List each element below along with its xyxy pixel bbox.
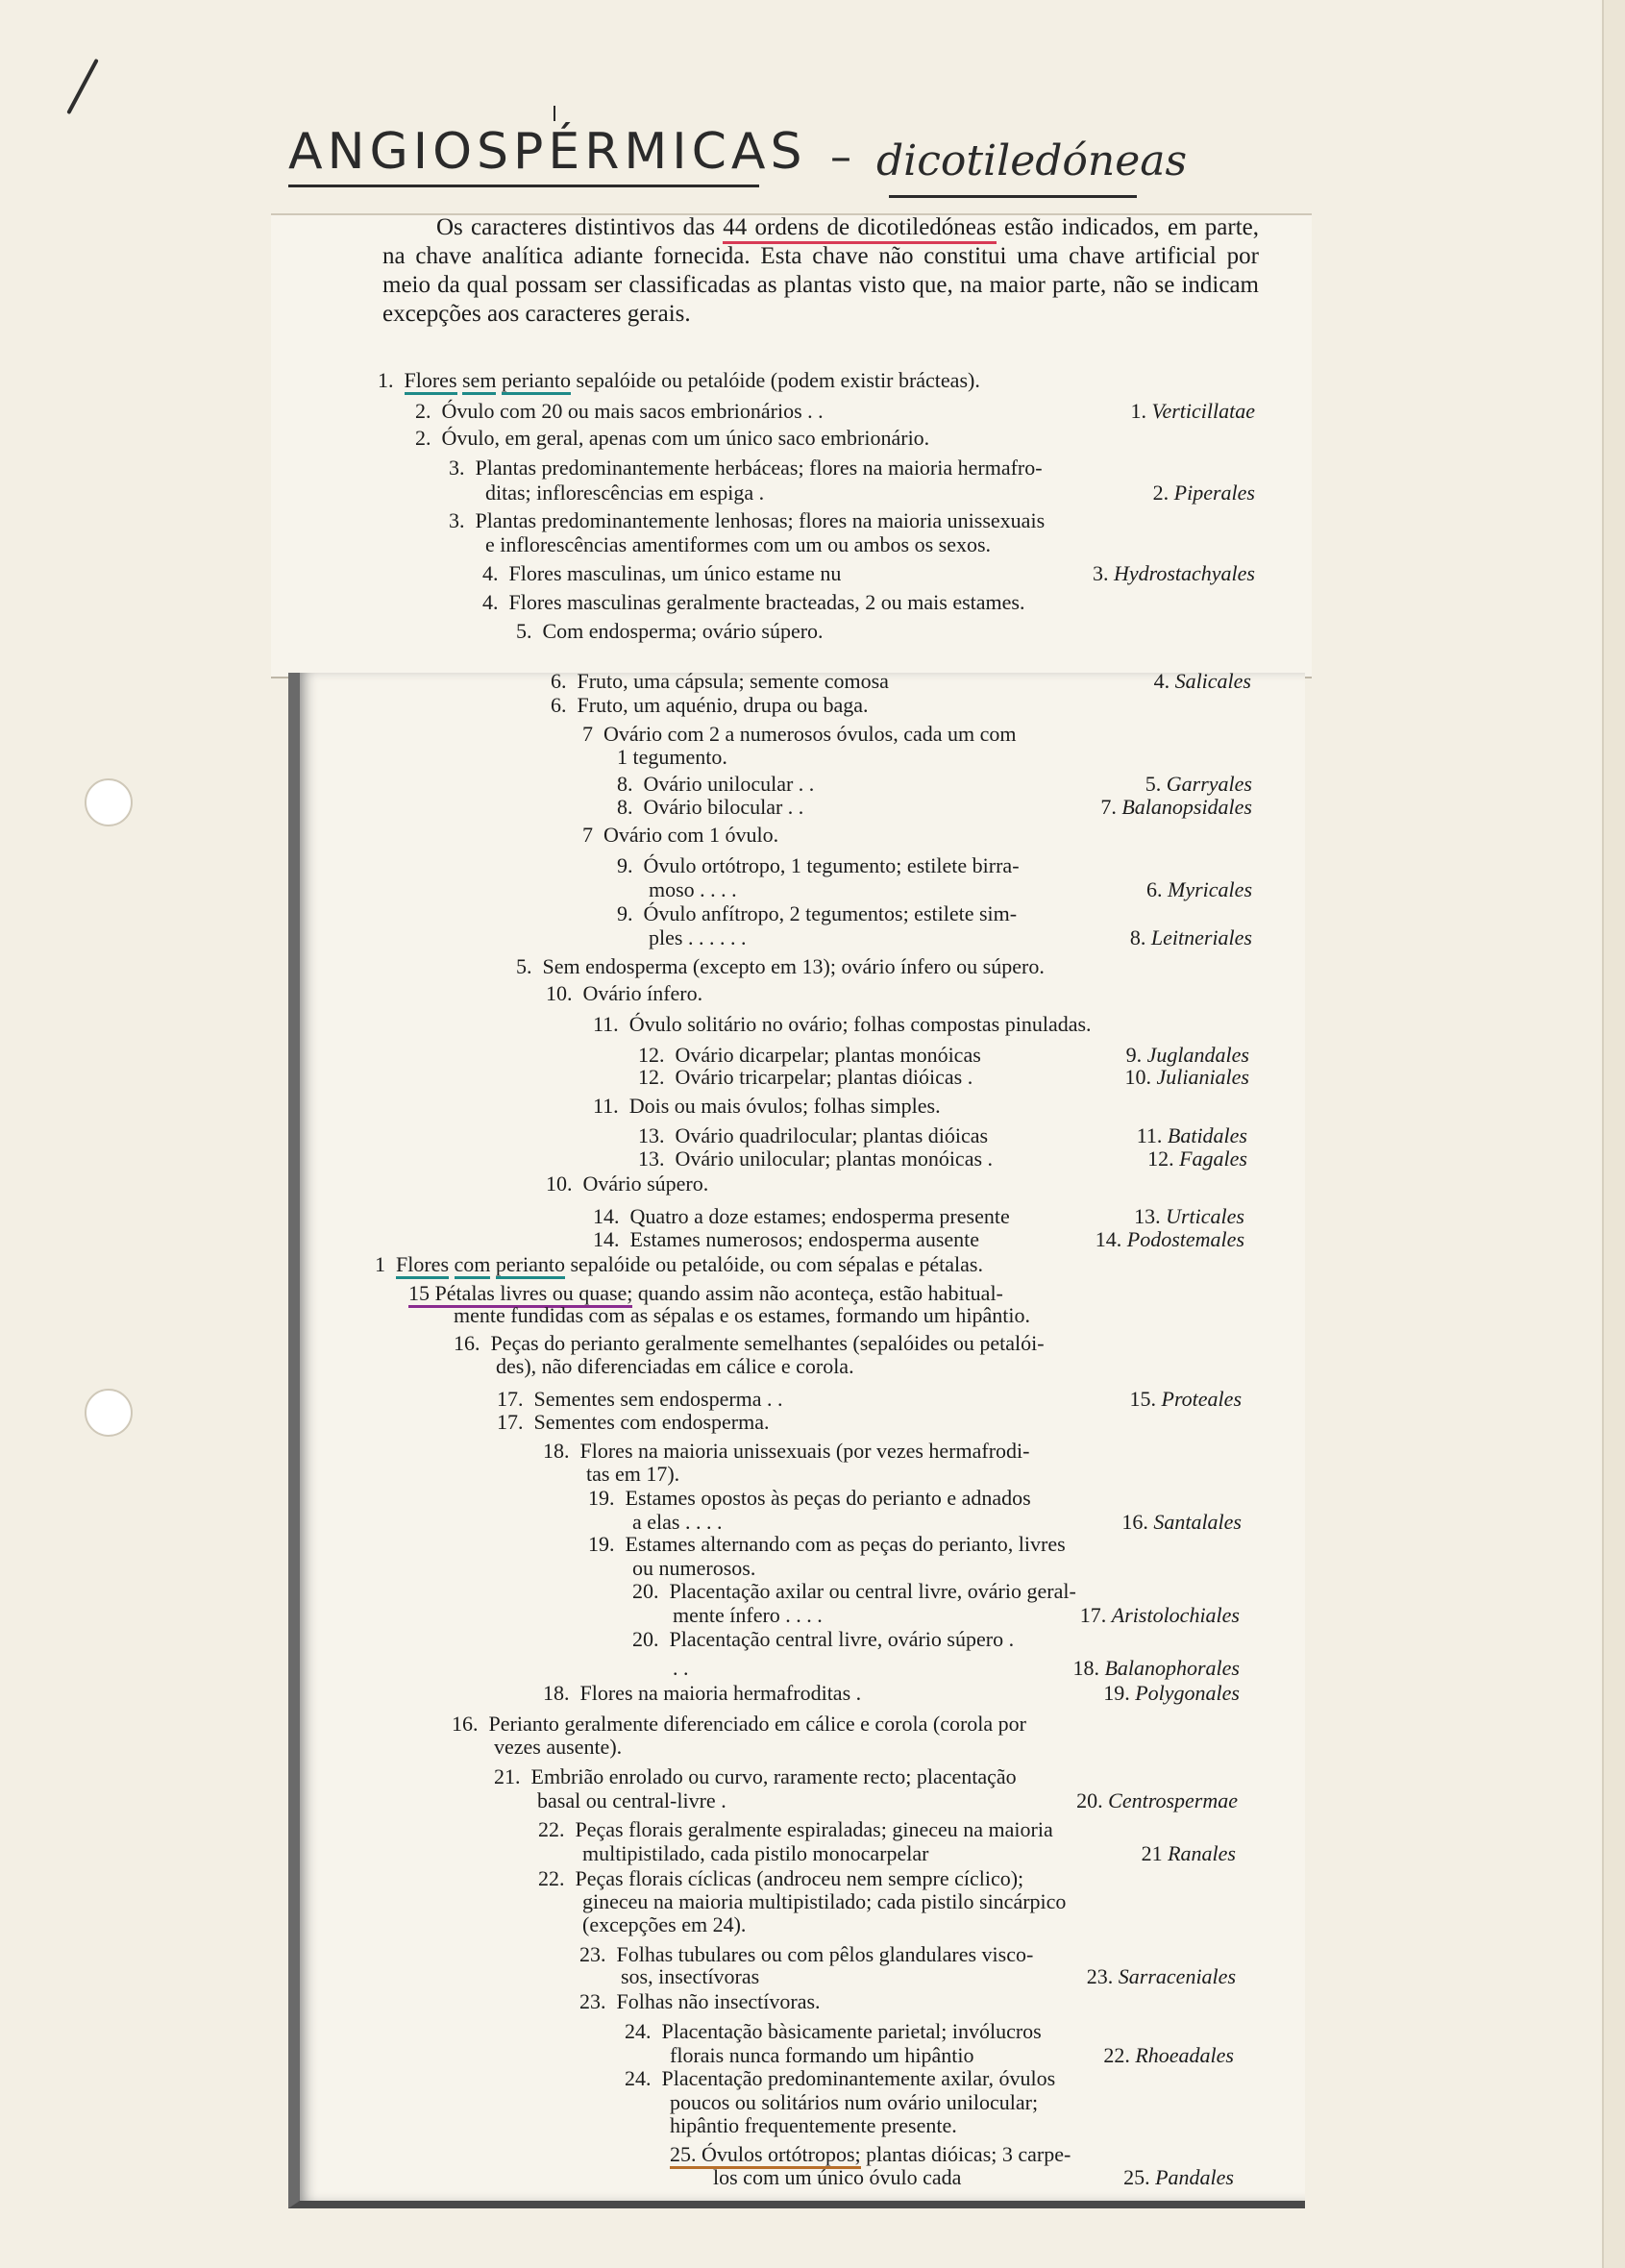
order-name bbox=[1096, 1228, 1244, 1251]
key-number: 5. bbox=[516, 619, 543, 643]
order-label: Salicales bbox=[1174, 669, 1251, 693]
order-label: Rhoeadales bbox=[1135, 2043, 1234, 2067]
order-number: 7. bbox=[1100, 795, 1122, 819]
order-name bbox=[1137, 1124, 1247, 1147]
key-text: Óvulo com 20 ou mais sacos embrionários . . bbox=[441, 399, 824, 423]
key-number: 11. bbox=[593, 1012, 629, 1036]
key-text: Óvulo, em geral, apenas com um único saco embrionário. bbox=[441, 426, 930, 450]
key-line bbox=[551, 694, 869, 717]
key-text: los com um único óvulo cada bbox=[713, 2165, 962, 2189]
key-text: Ovário unilocular . . bbox=[643, 772, 815, 796]
key-number: 13. bbox=[638, 1146, 676, 1171]
key-text: Estames numerosos; endosperma ausente bbox=[629, 1227, 980, 1251]
key-number: 1. bbox=[378, 368, 405, 392]
key-text: Peças florais cíclicas (androceu nem sempre cíclico); bbox=[575, 1866, 1024, 1890]
key-number: 17. bbox=[497, 1410, 534, 1434]
order-number: 12. bbox=[1147, 1146, 1180, 1171]
order-label: Balanopsidales bbox=[1121, 795, 1252, 819]
key-number: 16. bbox=[452, 1712, 489, 1736]
order-number: 3. bbox=[1092, 561, 1114, 585]
handwritten-dash: – bbox=[830, 133, 851, 182]
key-text: moso . . . . bbox=[649, 877, 737, 901]
key-number: 10. bbox=[546, 981, 583, 1005]
key-line bbox=[482, 562, 841, 585]
key-number: 6. bbox=[551, 669, 578, 693]
key-line bbox=[617, 746, 727, 769]
accent-mark bbox=[554, 106, 555, 121]
key-text: Embrião enrolado ou curvo, raramente recto; placentação bbox=[530, 1764, 1017, 1788]
order-number: 8. bbox=[1129, 925, 1151, 949]
key-number: 23. bbox=[579, 1942, 617, 1966]
key-text: Plantas predominantemente lenhosas; flores na maioria unissexuais bbox=[475, 508, 1046, 532]
key-line bbox=[538, 1867, 1023, 1890]
key-number: 22. bbox=[538, 1817, 576, 1841]
order-label: Podostemales bbox=[1126, 1227, 1244, 1251]
order-label: Julianiales bbox=[1156, 1065, 1249, 1089]
key-line bbox=[713, 2166, 961, 2189]
key-number: 10. bbox=[546, 1171, 583, 1196]
key-text: . . bbox=[673, 1656, 689, 1680]
key-line bbox=[582, 723, 1017, 746]
key-text: quando assim não aconteça, estão habitual- bbox=[632, 1281, 1003, 1305]
order-label: Proteales bbox=[1161, 1387, 1242, 1411]
key-text: Folhas não insectívoras. bbox=[616, 1989, 821, 2013]
key-text: Folhas tubulares ou com pêlos glandulares visco- bbox=[616, 1942, 1034, 1966]
page-edge bbox=[1602, 0, 1625, 2268]
key-line bbox=[638, 1066, 973, 1089]
key-number: 24. bbox=[625, 2019, 662, 2043]
title-underline bbox=[288, 185, 759, 187]
order-label: Balanophorales bbox=[1104, 1656, 1240, 1680]
order-name bbox=[1130, 400, 1255, 423]
order-name bbox=[1147, 1147, 1247, 1171]
key-text: basal ou central-livre . bbox=[537, 1788, 726, 1812]
key-number: 9. bbox=[617, 853, 644, 877]
order-label: Urticales bbox=[1166, 1204, 1244, 1228]
order-number: 10. bbox=[1124, 1065, 1157, 1089]
key-text: Sem endosperma (excepto em 13); ovário ínfero ou súpero. bbox=[542, 954, 1045, 978]
key-line bbox=[670, 2044, 973, 2067]
key-line bbox=[579, 1990, 821, 2013]
key-line bbox=[625, 2067, 1055, 2090]
key-line bbox=[649, 878, 737, 901]
order-number: 15. bbox=[1129, 1387, 1162, 1411]
key-text: Peças florais geralmente espiraladas; gineceu na maioria bbox=[575, 1817, 1053, 1841]
key-text: ples . . . . . . bbox=[649, 925, 747, 949]
highlighted-text: perianto bbox=[502, 368, 571, 395]
binder-hole-top bbox=[85, 778, 133, 826]
key-text: Óvulo anfítropo, 2 tegumentos; estilete sim- bbox=[643, 901, 1018, 925]
key-number: 14. bbox=[593, 1204, 630, 1228]
key-text: Ovário quadrilocular; plantas dióicas bbox=[675, 1123, 989, 1147]
order-number: 18. bbox=[1072, 1656, 1105, 1680]
order-label: Aristolochiales bbox=[1111, 1603, 1240, 1627]
key-line bbox=[582, 1913, 746, 1936]
order-label: Myricales bbox=[1168, 877, 1252, 901]
highlighted-text: Flores bbox=[396, 1252, 449, 1279]
key-line bbox=[670, 2091, 1038, 2114]
order-label: Sarraceniales bbox=[1118, 1964, 1236, 1988]
key-text: sepalóide ou petalóide (podem existir brácteas). bbox=[571, 368, 980, 392]
key-number: 22. bbox=[538, 1866, 576, 1890]
key-number: 4. bbox=[482, 561, 509, 585]
order-number: 9. bbox=[1125, 1043, 1147, 1067]
key-text: 1 tegumento. bbox=[617, 745, 727, 769]
key-text: tas em 17). bbox=[586, 1462, 680, 1486]
key-text: Estames opostos às peças do perianto e adnados bbox=[625, 1486, 1031, 1510]
key-number: 18. bbox=[543, 1439, 580, 1463]
key-line bbox=[617, 854, 1020, 877]
key-line bbox=[625, 2020, 1042, 2043]
key-line bbox=[593, 1228, 979, 1251]
key-text: gineceu na maioria multipistilado; cada pistilo sincárpico bbox=[582, 1889, 1067, 1913]
key-text: Fruto, uma cápsula; semente comosa bbox=[577, 669, 889, 693]
key-line bbox=[588, 1487, 1031, 1510]
order-name bbox=[1123, 2166, 1234, 2189]
key-line bbox=[586, 1463, 679, 1486]
key-line bbox=[670, 2143, 1071, 2166]
order-name bbox=[1080, 1604, 1240, 1627]
order-number: 17. bbox=[1079, 1603, 1112, 1627]
key-number: 19. bbox=[588, 1486, 626, 1510]
key-text: Fruto, um aquénio, drupa ou baga. bbox=[577, 693, 869, 717]
key-line bbox=[579, 1943, 1033, 1966]
key-line bbox=[546, 982, 702, 1005]
order-name bbox=[1087, 1965, 1236, 1988]
key-number: 12. bbox=[638, 1065, 676, 1089]
key-line bbox=[485, 481, 764, 505]
key-line bbox=[632, 1557, 755, 1580]
key-number: 8. bbox=[617, 795, 644, 819]
key-line bbox=[546, 1172, 708, 1196]
key-line bbox=[375, 1253, 983, 1276]
key-line bbox=[670, 2114, 957, 2137]
key-number: 23. bbox=[579, 1989, 617, 2013]
key-number: 14. bbox=[593, 1227, 630, 1251]
key-number: 1 bbox=[375, 1252, 396, 1276]
key-line bbox=[593, 1095, 941, 1118]
key-number: 18. bbox=[543, 1681, 580, 1705]
key-text: Ovário com 2 a numerosos óvulos, cada um com bbox=[603, 722, 1017, 746]
key-text: des), não diferenciadas em cálice e corola. bbox=[496, 1354, 854, 1378]
key-text: ditas; inflorescências em espiga . bbox=[485, 481, 765, 505]
key-text: mente ínfero . . . . bbox=[673, 1603, 823, 1627]
order-name bbox=[1153, 481, 1255, 505]
key-line bbox=[415, 400, 824, 423]
key-line bbox=[494, 1736, 622, 1759]
key-text: plantas dióicas; 3 carpe- bbox=[860, 2142, 1071, 2166]
key-line bbox=[593, 1205, 1010, 1228]
intro-pre: Os caracteres distintivos das bbox=[436, 214, 724, 240]
key-text: Ovário unilocular; plantas monóicas . bbox=[675, 1146, 994, 1171]
handwritten-subtitle: dicotiledóneas bbox=[876, 136, 1188, 185]
key-line bbox=[649, 926, 746, 949]
key-number: 3. bbox=[449, 456, 476, 480]
order-name bbox=[1121, 1511, 1242, 1534]
key-text: Placentação axilar ou central livre, ovário geral- bbox=[669, 1579, 1076, 1603]
order-number: 13. bbox=[1134, 1204, 1167, 1228]
key-number: 12. bbox=[638, 1043, 676, 1067]
key-text: Dois ou mais óvulos; folhas simples. bbox=[628, 1094, 941, 1118]
key-text: Flores na maioria hermafroditas . bbox=[579, 1681, 862, 1705]
key-line bbox=[415, 427, 929, 450]
order-name bbox=[1130, 1388, 1243, 1411]
key-line bbox=[449, 509, 1045, 532]
key-text: sepalóide ou petalóide, ou com sépalas e pétalas. bbox=[564, 1252, 983, 1276]
key-line bbox=[543, 1682, 861, 1705]
key-line bbox=[494, 1765, 1017, 1788]
key-line bbox=[485, 533, 991, 556]
intro-paragraph bbox=[382, 213, 1259, 329]
order-label: Juglandales bbox=[1146, 1043, 1249, 1067]
key-text: mente fundidas com as sépalas e os estames, formando um hipântio. bbox=[454, 1303, 1030, 1327]
key-line bbox=[378, 369, 980, 392]
intro-highlight: 44 ordens de dicotiledóneas bbox=[723, 214, 996, 244]
order-name bbox=[1145, 773, 1252, 796]
order-name bbox=[1072, 1657, 1240, 1680]
key-line bbox=[632, 1580, 1076, 1603]
key-text: vezes ausente). bbox=[494, 1735, 623, 1759]
key-line bbox=[497, 1411, 770, 1434]
key-text: florais nunca formando um hipântio bbox=[670, 2043, 974, 2067]
order-number: 23. bbox=[1086, 1964, 1119, 1988]
order-label: Pandales bbox=[1155, 2165, 1234, 2189]
order-label: Polygonales bbox=[1135, 1681, 1240, 1705]
order-number: 1. bbox=[1130, 399, 1152, 423]
key-text: a elas . . . . bbox=[632, 1510, 723, 1534]
subtitle-underline bbox=[889, 195, 1137, 198]
key-number: 7 bbox=[582, 722, 603, 746]
key-line bbox=[537, 1789, 726, 1812]
key-line bbox=[638, 1124, 988, 1147]
order-name bbox=[1126, 1044, 1249, 1067]
key-line bbox=[497, 1388, 783, 1411]
order-label: Garryales bbox=[1166, 772, 1252, 796]
key-text: Ovário dicarpelar; plantas monóicas bbox=[675, 1043, 981, 1067]
order-label: Santalales bbox=[1153, 1510, 1242, 1534]
key-text: Placentação predominantemente axilar, óvulos bbox=[661, 2066, 1056, 2090]
key-text: (excepções em 24). bbox=[582, 1912, 747, 1936]
order-name bbox=[1093, 562, 1255, 585]
key-number: 3. bbox=[449, 508, 476, 532]
order-number: 14. bbox=[1095, 1227, 1127, 1251]
highlighted-text: perianto bbox=[496, 1252, 565, 1279]
key-number: 6. bbox=[551, 693, 578, 717]
key-text: Placentação central livre, ovário súpero . bbox=[669, 1627, 1015, 1651]
key-line bbox=[621, 1965, 759, 1988]
key-line bbox=[496, 1355, 854, 1378]
key-line bbox=[452, 1713, 1026, 1736]
key-line bbox=[582, 824, 778, 847]
key-line bbox=[638, 1044, 981, 1067]
key-line bbox=[454, 1304, 1030, 1327]
key-text: Flores na maioria unissexuais (por vezes hermafrodi- bbox=[579, 1439, 1030, 1463]
key-line bbox=[673, 1604, 823, 1627]
key-number: 9. bbox=[617, 901, 644, 925]
key-text: Ovário bilocular . . bbox=[643, 795, 804, 819]
key-text: Óvulo solitário no ovário; folhas compostas pinuladas. bbox=[628, 1012, 1092, 1036]
order-label: Verticillatae bbox=[1151, 399, 1255, 423]
key-text: Perianto geralmente diferenciado em cálice e corola (corola por bbox=[488, 1712, 1026, 1736]
order-number: 16. bbox=[1121, 1510, 1154, 1534]
key-line bbox=[516, 955, 1045, 978]
order-name bbox=[1130, 926, 1252, 949]
highlighted-text: Flores bbox=[405, 368, 457, 395]
key-line bbox=[673, 1657, 689, 1680]
key-text: Sementes com endosperma. bbox=[533, 1410, 770, 1434]
order-name bbox=[1124, 1066, 1249, 1089]
key-text: sos, insectívoras bbox=[621, 1964, 760, 1988]
key-line bbox=[449, 456, 1043, 480]
order-number: 22. bbox=[1103, 2043, 1136, 2067]
key-text: Quatro a doze estames; endosperma presente bbox=[629, 1204, 1010, 1228]
key-number: 4. bbox=[482, 590, 509, 614]
key-text: Flores masculinas, um único estame nu bbox=[508, 561, 842, 585]
order-name bbox=[1103, 1682, 1240, 1705]
order-label: Centrospermae bbox=[1108, 1788, 1238, 1812]
key-line bbox=[538, 1818, 1053, 1841]
order-name bbox=[1076, 1789, 1238, 1812]
binder-hole-bottom bbox=[85, 1389, 133, 1437]
key-text: Estames alternando com as peças do perianto, livres bbox=[625, 1532, 1066, 1556]
highlighted-text: 15 Pétalas livres ou quase; bbox=[408, 1281, 632, 1308]
highlighted-text: 25. Óvulos ortótropos; bbox=[670, 2142, 861, 2169]
order-label: Leitneriales bbox=[1150, 925, 1252, 949]
key-line bbox=[617, 773, 814, 796]
key-line bbox=[632, 1511, 722, 1534]
key-line bbox=[408, 1282, 1003, 1305]
key-line bbox=[617, 796, 803, 819]
order-name bbox=[1100, 796, 1252, 819]
highlighted-text: com bbox=[455, 1252, 491, 1279]
order-number: 21 bbox=[1141, 1841, 1169, 1865]
intro-post: estão indicados, em parte, na chave analítica adiante fornecida. Esta chave não constitui uma chave artificial por meio da qual possam ser classificadas as plantas visto que, na maior parte, não se indicam excepções aos caracteres gerais. bbox=[382, 214, 1259, 327]
key-number: 2. bbox=[415, 399, 442, 423]
order-name bbox=[1142, 1842, 1236, 1865]
key-line bbox=[551, 670, 889, 693]
key-text: Flores masculinas geralmente bracteadas, 2 ou mais estames. bbox=[508, 590, 1025, 614]
key-line bbox=[638, 1147, 993, 1171]
order-number: 5. bbox=[1145, 772, 1167, 796]
key-line bbox=[516, 620, 824, 643]
order-number: 20. bbox=[1076, 1788, 1109, 1812]
key-line bbox=[482, 591, 1025, 614]
key-number: 7 bbox=[582, 823, 603, 847]
key-text: Ovário tricarpelar; plantas dióicas . bbox=[675, 1065, 973, 1089]
key-text: Placentação bàsicamente parietal; invólucros bbox=[661, 2019, 1042, 2043]
order-name bbox=[1103, 2044, 1234, 2067]
key-text: Ovário ínfero. bbox=[582, 981, 703, 1005]
key-number: 20. bbox=[632, 1627, 670, 1651]
handwritten-title: ANGIOSPÉRMICAS bbox=[288, 123, 807, 181]
key-number: 20. bbox=[632, 1579, 670, 1603]
order-label: Batidales bbox=[1167, 1123, 1247, 1147]
key-number: 11. bbox=[593, 1094, 629, 1118]
key-number: 16. bbox=[454, 1331, 491, 1355]
order-number: 4. bbox=[1153, 669, 1175, 693]
order-label: Hydrostachyales bbox=[1113, 561, 1255, 585]
key-line bbox=[543, 1440, 1029, 1463]
key-number: 2. bbox=[415, 426, 442, 450]
key-line bbox=[454, 1332, 1045, 1355]
key-line bbox=[632, 1628, 1014, 1651]
key-text: Plantas predominantemente herbáceas; flores na maioria hermafro- bbox=[475, 456, 1043, 480]
key-line bbox=[582, 1842, 928, 1865]
key-text: hipântio frequentemente presente. bbox=[670, 2113, 957, 2137]
key-text: poucos ou solitários num ovário unilocular; bbox=[670, 2090, 1039, 2114]
key-text: multipistilado, cada pistilo monocarpelar bbox=[582, 1841, 929, 1865]
order-name bbox=[1134, 1205, 1244, 1228]
key-text: ou numerosos. bbox=[632, 1556, 756, 1580]
key-line bbox=[588, 1533, 1066, 1556]
key-line bbox=[593, 1013, 1092, 1036]
key-text: Ovário com 1 óvulo. bbox=[603, 823, 779, 847]
key-number: 19. bbox=[588, 1532, 626, 1556]
key-text bbox=[449, 1252, 455, 1276]
key-text: Com endosperma; ovário súpero. bbox=[542, 619, 824, 643]
order-number: 19. bbox=[1103, 1681, 1136, 1705]
key-number: 17. bbox=[497, 1387, 534, 1411]
order-label: Piperales bbox=[1173, 481, 1255, 505]
key-text: Peças do perianto geralmente semelhantes (sepalóides ou petalói- bbox=[490, 1331, 1045, 1355]
order-number: 6. bbox=[1146, 877, 1169, 901]
key-text: e inflorescências amentiformes com um ou ambos os sexos. bbox=[485, 532, 992, 556]
order-label: Fagales bbox=[1179, 1146, 1247, 1171]
key-text: Óvulo ortótropo, 1 tegumento; estilete birra- bbox=[643, 853, 1020, 877]
key-line bbox=[582, 1890, 1066, 1913]
key-number: 5. bbox=[516, 954, 543, 978]
key-text: Sementes sem endosperma . . bbox=[533, 1387, 783, 1411]
order-number: 2. bbox=[1152, 481, 1174, 505]
key-number: 24. bbox=[625, 2066, 662, 2090]
order-label: Ranales bbox=[1168, 1841, 1236, 1865]
highlighted-text: sem bbox=[462, 368, 496, 395]
key-number: 8. bbox=[617, 772, 644, 796]
key-text: Ovário súpero. bbox=[582, 1171, 709, 1196]
order-name bbox=[1146, 878, 1252, 901]
key-number: 13. bbox=[638, 1123, 676, 1147]
order-number: 11. bbox=[1136, 1123, 1168, 1147]
order-name bbox=[1154, 670, 1251, 693]
key-line bbox=[617, 902, 1017, 925]
key-number: 21. bbox=[494, 1764, 531, 1788]
order-number: 25. bbox=[1123, 2165, 1156, 2189]
